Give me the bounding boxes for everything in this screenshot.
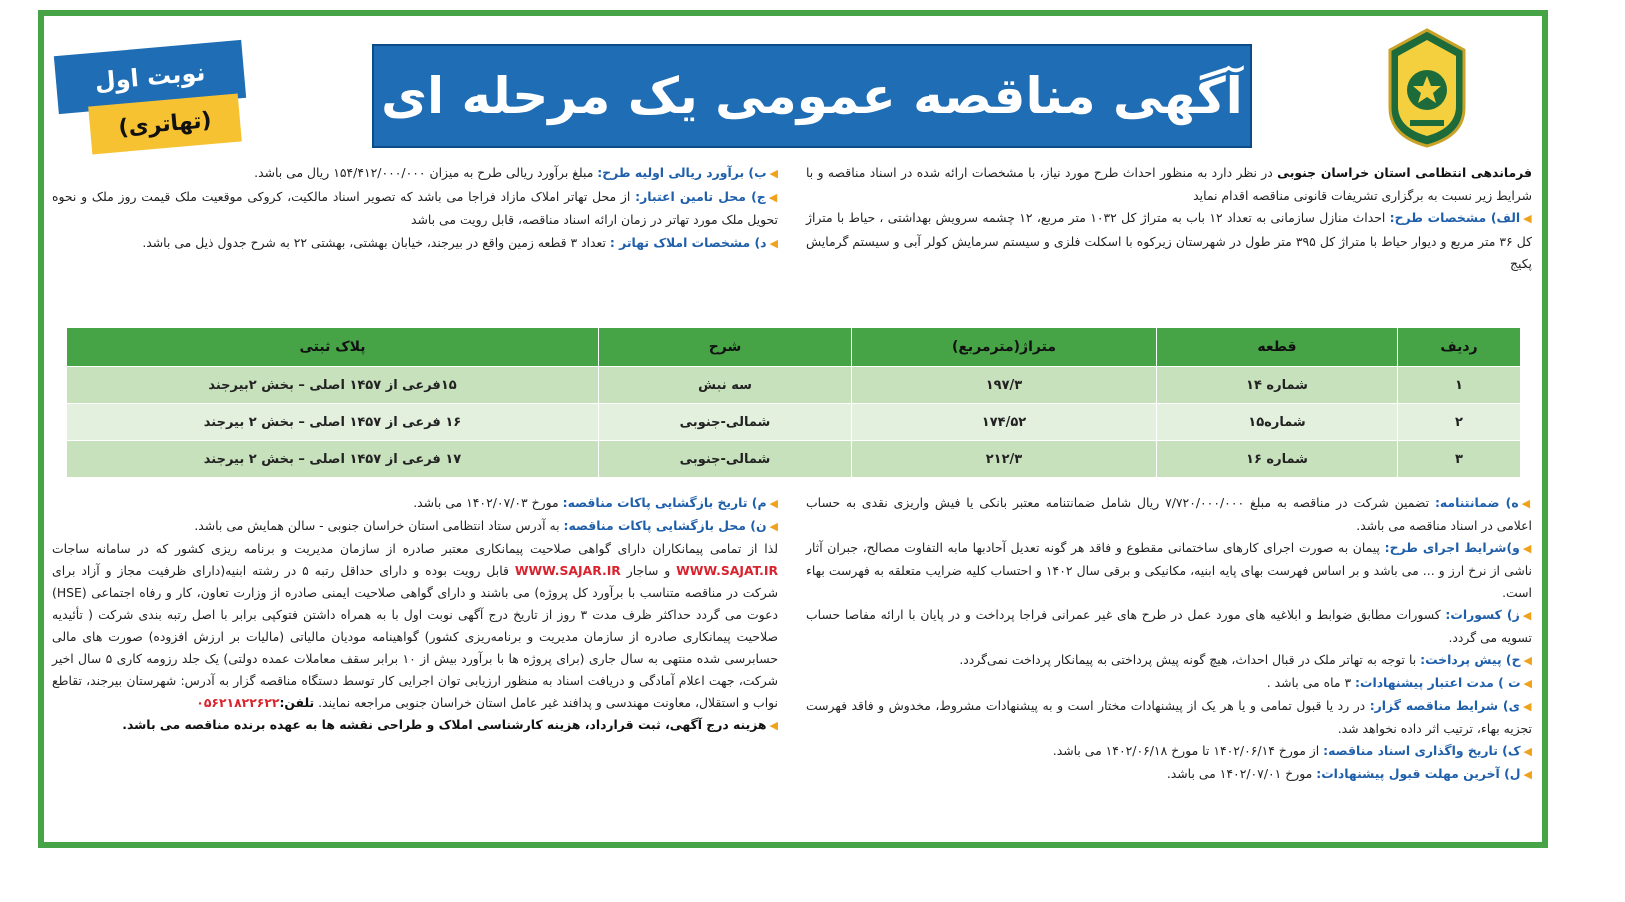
item-label: ت ) مدت اعتبار پیشنهادات:: [1355, 675, 1521, 690]
arrow-icon: ◀: [1522, 542, 1532, 555]
arrow-icon: ◀: [1523, 654, 1532, 667]
item-l: [806, 763, 1532, 786]
requirements-paragraph: [52, 538, 778, 714]
table-cell: ۱۵فرعی از ۱۴۵۷ اصلی – بخش ۲بیرجند: [67, 367, 599, 404]
column-header: متراژ(مترمربع): [852, 328, 1157, 367]
round-label: نوبت اول: [93, 58, 207, 96]
budget-column: [52, 162, 778, 255]
arrow-icon: ◀: [769, 167, 778, 180]
conditions-column: [806, 492, 1532, 786]
arrow-icon: ◀: [1523, 745, 1532, 758]
table-cell: ۳: [1398, 441, 1521, 478]
table-cell: ۲۱۲/۳: [852, 441, 1157, 478]
item-d: [52, 232, 778, 256]
item-label: الف) مشخصات طرح:: [1389, 210, 1521, 226]
item-a: [806, 207, 1532, 276]
table-cell: سه نبش: [599, 367, 852, 404]
item-text: ۳ ماه می باشد .: [1266, 675, 1356, 690]
item-c: [52, 186, 778, 232]
table-row: [67, 404, 1521, 441]
opening-column: [52, 492, 778, 737]
barter-label: (تهاتری): [117, 107, 213, 141]
table-cell: ۱۹۷/۳: [852, 367, 1157, 404]
item-text: تضمین شرکت در مناقصه به مبلغ ۷/۷۲۰/۰۰۰/۰۰۰ ریال شامل ضمانتنامه معتبر بانکی یا فیش واریزی نقدی به حساب اعلامی در اسناد مناقصه می باشد.: [806, 495, 1532, 533]
arrow-icon: ◀: [1523, 677, 1532, 690]
intro-paragraph: [806, 162, 1532, 207]
arrow-icon: ◀: [769, 497, 778, 510]
item-z: [806, 604, 1532, 649]
table-cell: ۲: [1398, 404, 1521, 441]
police-emblem-icon: [1384, 28, 1470, 148]
sajat-link[interactable]: WWW.SAJAT.IR: [676, 563, 779, 578]
item-n: [52, 515, 778, 538]
arrow-icon: ◀: [768, 190, 779, 204]
item-k: [806, 740, 1532, 763]
arrow-icon: ◀: [1523, 768, 1532, 781]
item-label: و)شرایط اجرای طرح:: [1384, 540, 1520, 555]
arrow-icon: ◀: [1523, 212, 1532, 226]
requirements-text: لذا از تمامی پیمانکاران دارای گواهی صلاحیت پیمانکاری معتبر صادره از سازمان مدیریت و برنامه ریزی کشور که در سامانه ساجات: [52, 541, 778, 556]
column-header: شرح: [599, 328, 852, 367]
requirements-text: قابل رویت بوده و دارای حداقل رتبه ۵ در رشته ابنیه(دارای ظرفیت مجاز و آزاد برای شرکت در مناقصه متناسب با برآورد کل پروژه) می باشند و دارای گواهی صلاحیت ایمنی صادره از وزارت تعاون، کار و رفاه اجتماعی (HSE) دعوت می گردد حداکثر ظرف مدت ۳ روز از تاریخ درج آگهی نوبت اول با به همراه داشتن فتوکپی برابر با اصل رتبه بندی شرکت ( تأئیدیه صلاحیت پیمانکاری صادره از سازمان مدیریت و برنامه‌ریزی کشور) گواهینامه مودیان مالیاتی (مالیات بر ارزش افزوده) صورت های مالی حسابرسی شده منتهی به سال جاری (برای پروژه ها با برآورد بیش از ۱۰ برابر سقف معاملات عمده دولتی) یک جلد رزومه کاری ۵ سال اخیر شرکت، جهت اعلام آمادگی و دریافت اسناد به منظور ارزیابی توان اجرایی کار توسط دستگاه مناقصه گزار به آدرس: شهرستان بیرجند، تقاطع نواب و استقلال، معاونت مهندسی و پدافند غیر عامل استان خراسان جنوبی مراجعه نمایند.: [52, 563, 779, 710]
table-cell: ۱۷ فرعی از ۱۴۵۷ اصلی – بخش ۲ بیرجند: [67, 441, 599, 478]
table-cell: ۱: [1398, 367, 1521, 404]
table-cell: شماره۱۵: [1157, 404, 1398, 441]
sajar-link[interactable]: WWW.SAJAR.IR: [514, 563, 621, 578]
property-table: [66, 328, 1520, 477]
item-label: ه) ضمانتنامه:: [1434, 495, 1519, 510]
item-label: ن) محل بازگشایی پاکات مناقصه:: [563, 518, 767, 533]
item-text: مورخ ۱۴۰۲/۰۷/۰۱ می باشد.: [1166, 766, 1317, 781]
item-text: با توجه به تهاتر ملک در قبال احداث، هیچ گونه پیش پرداختی به پیمانکار پرداخت نمی‌گردد.: [959, 652, 1421, 667]
notice-title-banner: [372, 44, 1252, 148]
arrow-icon: ◀: [769, 236, 778, 250]
item-label: م) تاریخ بازگشایی پاکات مناقصه:: [562, 495, 767, 510]
item-label: ب) برآورد ریالی اولیه طرح:: [597, 165, 767, 180]
column-header: قطعه: [1157, 328, 1398, 367]
table-row: [67, 441, 1521, 478]
item-text: مبلغ برآورد ریالی طرح به میزان ۱۵۴/۴۱۲/۰۰۰/۰۰۰ ریال می باشد.: [254, 165, 598, 180]
footer-note-text: هزینه درج آگهی، ثبت قرارداد، هزینه کارشناسی املاک و طراحی نقشه ها به عهده برنده مناقصه می باشد.: [122, 717, 767, 732]
item-m: [52, 492, 778, 515]
item-label: ح) پیش پرداخت:: [1420, 652, 1521, 667]
item-text: از مورخ ۱۴۰۲/۰۶/۱۴ تا مورخ ۱۴۰۲/۰۶/۱۸ می باشد.: [1052, 743, 1324, 758]
item-h2: [806, 649, 1532, 672]
item-h: [806, 492, 1532, 537]
table-cell: ۱۶ فرعی از ۱۴۵۷ اصلی – بخش ۲ بیرجند: [67, 404, 599, 441]
item-text: از محل تهاتر املاک مازاد فراجا می باشد که تصویر اسناد مالکیت، کروکی موقعیت ملک قیمت روز ملک و نحوه تحویل ملک مورد تهاتر در زمان ارائه اسناد مناقصه، قابل رویت می باشد: [52, 188, 778, 228]
item-label: ز) کسورات:: [1445, 607, 1520, 622]
notice-title: آگهی مناقصه عمومی یک مرحله ای: [381, 67, 1243, 125]
phone-number: ۰۵۶۲۱۸۲۲۶۲۲: [196, 695, 280, 710]
item-text: کسورات مطابق ضوابط و ابلاغیه های مورد عمل در طرح های غیر عمرانی فراجا پرداخت و در پایان با ارائه مفاصا حساب تسویه می گردد.: [806, 607, 1532, 645]
footer-note: [52, 714, 778, 737]
arrow-icon: ◀: [1522, 700, 1532, 713]
item-v: [806, 537, 1532, 604]
item-b: [52, 162, 778, 186]
item-label: ی) شرایط مناقصه گزار:: [1369, 698, 1520, 713]
item-t: [806, 672, 1532, 695]
column-header: ردیف: [1398, 328, 1521, 367]
table-cell: شمالی-جنوبی: [599, 404, 852, 441]
item-text: احداث منازل سازمانی به تعداد ۱۲ باب به متراژ کل ۱۰۳۲ متر مربع، ۱۲ چشمه سرویش بهداشتی ، حیاط با متراژ کل ۳۶ متر مربع و دیوار حیاط با متراژ کل ۳۹۵ متر طول در شهرستان زیرکوه با اسکلت فلزی و سیستم سرمایش کولر آبی و سیستم گرمایش پکیج: [806, 210, 1532, 272]
item-text: مورخ ۱۴۰۲/۰۷/۰۳ می باشد.: [413, 495, 563, 510]
arrow-icon: ◀: [769, 719, 778, 732]
requirements-text: و ساجار: [620, 563, 677, 578]
table-cell: شمالی-جنوبی: [599, 441, 852, 478]
item-text: در رد یا قبول تمامی و یا هر یک از پیشنهادات مختار است و به پیشنهادات مشروط، مخدوش و فاقد فهرست تجزیه بهاء، ترتیب اثر داده نخواهد شد.: [806, 698, 1532, 736]
table-cell: شماره ۱۴: [1157, 367, 1398, 404]
org-name: فرماندهی انتظامی استان خراسان جنوبی: [1277, 165, 1533, 180]
item-label: ج) محل تامین اعتبار:: [635, 188, 766, 204]
table-cell: شماره ۱۶: [1157, 441, 1398, 478]
item-y: [806, 695, 1532, 740]
phone-label: تلفن:: [279, 695, 315, 710]
table-header-row: [67, 328, 1521, 367]
arrow-icon: ◀: [769, 520, 778, 533]
column-header: پلاک ثبتی: [67, 328, 599, 367]
item-text: به آدرس ستاد انتظامی استان خراسان جنوبی - سالن همایش می باشد.: [194, 518, 564, 533]
item-label: ل) آخرین مهلت قبول پیشنهادات:: [1316, 766, 1521, 781]
table-cell: ۱۷۴/۵۲: [852, 404, 1157, 441]
item-text: پیمان به صورت اجرای کارهای ساختمانی مقطوع و فاقد هر گونه تعدیل آحادبها مابه التفاوت مصالح، جبران آثار ناشی از نرخ ارز و ... می باشد و بر اساس فهرست بهای پایه ابنیه، مکانیکی و برقی سال ۱۴۰۲ و احتساب کلیه ضرایب متعلقه به فهرست بهاء است.: [806, 540, 1532, 600]
item-label: د) مشخصات املاک تهاتر :: [609, 234, 767, 250]
intro-text: در نظر دارد به منظور احداث طرح مورد نیاز، با مشخصات ارائه شده در اسناد مناقصه و با شرایط زیر نسبت به برگزاری تشریفات قانونی مناقصه اقدام نماید: [806, 165, 1532, 203]
arrow-icon: ◀: [1521, 497, 1532, 510]
item-label: ک) تاریخ واگذاری اسناد مناقصه:: [1323, 743, 1521, 758]
arrow-icon: ◀: [1522, 609, 1532, 622]
intro-column: [806, 162, 1532, 276]
item-text: تعداد ۳ قطعه زمین واقع در بیرجند، خیابان بهشتی، بهشتی ۲۲ به شرح جدول ذیل می باشد.: [142, 234, 610, 250]
table-row: [67, 367, 1521, 404]
